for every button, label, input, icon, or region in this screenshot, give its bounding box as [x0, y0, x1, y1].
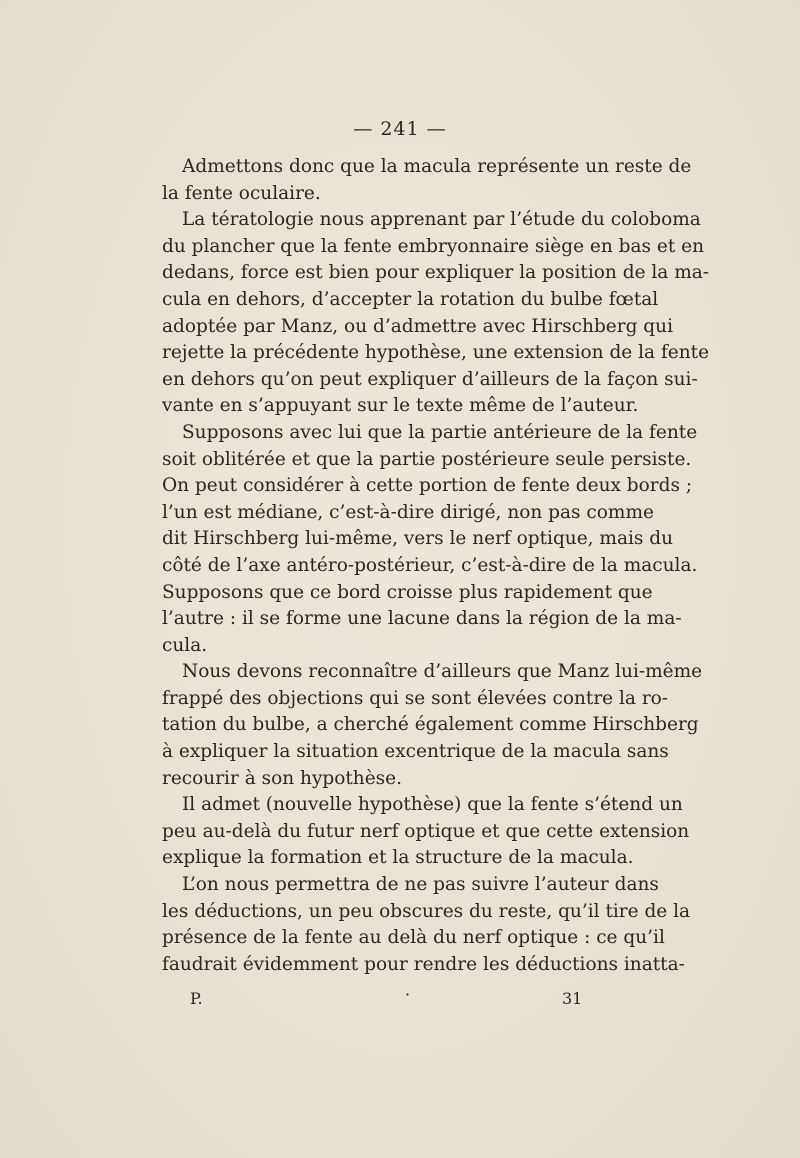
text-line: Admettons donc que la macula représente un reste de: [182, 156, 692, 177]
text-line: Nous devons reconnaître d’ailleurs que Manz lui-même: [182, 661, 703, 683]
text-line: côté de l’axe antéro-postérieur, c’est-à-dire de la macula.: [162, 554, 698, 576]
text-line: faudrait évidemment pour rendre les déductions inatta-: [162, 953, 685, 975]
text-line: du plancher que la fente embryonnaire siège en bas et en: [162, 235, 705, 257]
text-line: Supposons que ce bord croisse plus rapidement que: [162, 581, 653, 603]
text-line: l’autre : il se forme une lacune dans la région de la ma-: [162, 608, 682, 630]
text-line: tation du bulbe, a cherché également comme Hirschberg: [162, 714, 699, 736]
text-line: présence de la fente au delà du nerf optique : ce qu’il: [162, 927, 665, 949]
text-line: l’un est médiane, c’est-à-dire dirigé, non pas comme: [162, 501, 654, 523]
page-footer: [162, 986, 640, 1012]
text-line: Il admet (nouvelle hypothèse) que la fente s’étend un: [182, 794, 683, 816]
text-line: On peut considérer à cette portion de fente deux bords ;: [162, 475, 693, 497]
text-line: cula.: [162, 634, 208, 656]
body-text: [162, 154, 710, 978]
text-line: en dehors qu’on peut expliquer d’ailleurs de la façon sui-: [162, 368, 698, 390]
text-line: adoptée par Manz, ou d’admettre avec Hirschberg qui: [162, 315, 673, 337]
signature-mark: P.: [190, 989, 203, 1008]
text-line: dit Hirschberg lui-même, vers le nerf optique, mais du: [162, 528, 674, 550]
page-number: — 241 —: [353, 118, 447, 140]
sheet-number: 31: [562, 989, 583, 1008]
footer-dot: ·: [405, 985, 411, 1004]
text-line: cula en dehors, d’accepter la rotation du bulbe fœtal: [162, 288, 659, 310]
text-line: soit oblitérée et que la partie postérieure seule persiste.: [162, 448, 692, 470]
text-line: rejette la précédente hypothèse, une extension de la fente: [162, 342, 710, 364]
text-line: La tératologie nous apprenant par l’étude du coloboma: [182, 209, 701, 231]
text-line: les déductions, un peu obscures du reste, qu’il tire de la: [162, 900, 691, 922]
text-line: la fente oculaire.: [162, 182, 321, 204]
text-line: vante en s’appuyant sur le texte même de l’auteur.: [162, 395, 639, 417]
text-line: explique la formation et la structure de la macula.: [162, 847, 634, 869]
text-line: dedans, force est bien pour expliquer la position de la ma-: [162, 262, 710, 284]
text-line: frappé des objections qui se sont élevées contre la ro-: [162, 687, 669, 709]
text-line: recourir à son hypothèse.: [162, 767, 402, 789]
text-line: Supposons avec lui que la partie antérieure de la fente: [182, 421, 698, 443]
text-line: à expliquer la situation excentrique de la macula sans: [162, 741, 669, 763]
text-line: L’on nous permettra de ne pas suivre l’auteur dans: [182, 874, 659, 896]
text-line: peu au-delà du futur nerf optique et que cette extension: [162, 820, 690, 842]
